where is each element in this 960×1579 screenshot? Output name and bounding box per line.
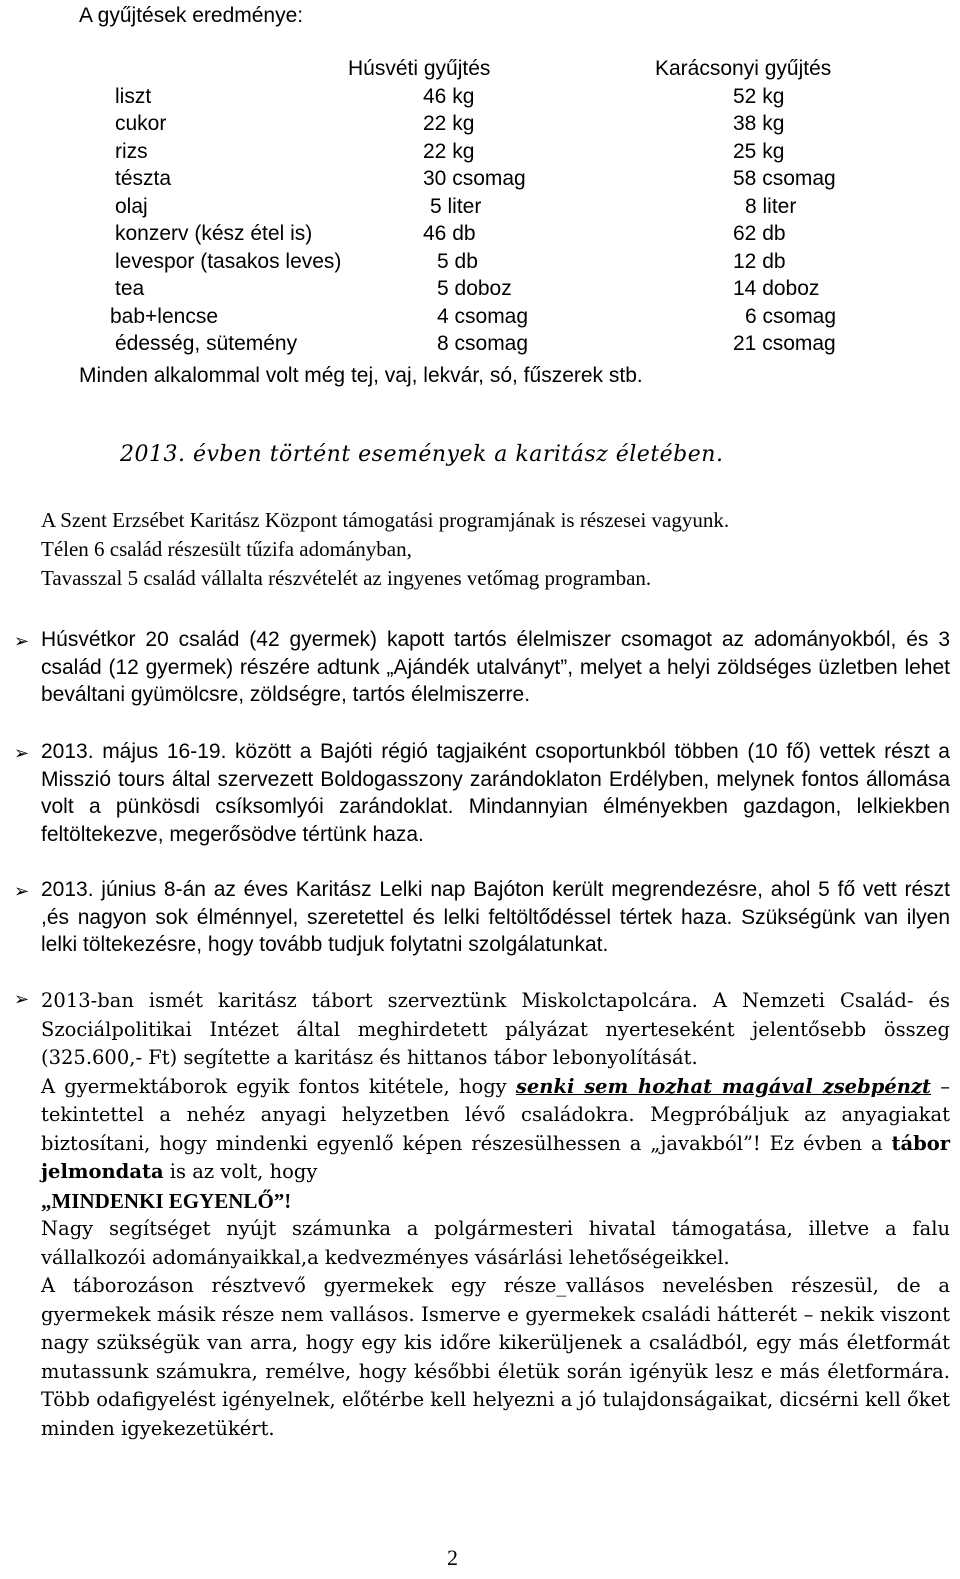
camp-paragraph: A táborozáson résztvevő gyermekek egy része_vallásos nevelésben részesül, de a gyermekek másik része nem vallásos. Ismerve e gyermekek családi hátterét – nekik viszont nagy szükségük van arra, hogy egy kis időre kikerüljenek a családból, egy más életformát mutassunk számukra, remélve, hogy későbbi életük során igényük lesz e más életformára. Több odafigyelést igényelnek, előtérbe kell helyezni a jó tulajdonságaikat, dicsérni kell őket minden igyekezetükért. xyxy=(41,1274,950,1440)
item-name: édesség, sütemény xyxy=(115,332,298,355)
table-row xyxy=(0,83,960,111)
page-number: 2 xyxy=(447,1545,458,1570)
camp-motto: „MINDENKI EGYENLŐ”! xyxy=(41,1188,292,1213)
christmas-amount: 62 db xyxy=(733,222,786,245)
intro-line: A Szent Erzsébet Karitász Központ támogatási programjának is részesei vagyunk. xyxy=(41,508,730,532)
item-name: bab+lencse xyxy=(110,304,219,328)
easter-amount: 5 doboz xyxy=(437,277,512,300)
easter-amount: 30 csomag xyxy=(423,167,526,190)
item-name: tészta xyxy=(115,167,172,190)
bullet-text-camp xyxy=(41,987,950,1443)
item-name: tea xyxy=(115,277,145,300)
bullet-text-pilgrimage: 2013. május 16-19. között a Bajóti régió tagjaiként csoportunkból többen (10 fő) vettek részt a Misszió tours által szervezett Boldogasszony zarándoklaton Erdélyben, melynek fontos állomása volt a pünkösdi csíksomlyói zarándoklat. Mindannyian élményekben gazdagon, lelkiekben feltöltekezve, megerősödve tértünk haza. xyxy=(41,740,950,846)
bullet-text-easter: Húsvétkor 20 család (42 gyermek) kapott tartós élelmiszer csomagot az adományokból, és 3 család (12 gyermek) részére adtunk „Ajándék utalványt”, melyet a helyi zöldséges üzletben lehet beváltani gyümölcsre, zöldségre, tartós élelmiszerre. xyxy=(41,628,950,706)
easter-amount: 46 db xyxy=(423,222,476,245)
easter-amount: 46 kg xyxy=(423,84,475,108)
rules-text: is az volt, hogy xyxy=(163,1160,318,1183)
item-name: levespor (tasakos leves) xyxy=(115,249,342,273)
collections-note: Minden alkalommal volt még tej, vaj, lekvár, só, fűszerek stb. xyxy=(79,364,643,387)
camp-paragraph-rules xyxy=(41,1073,950,1187)
table-row xyxy=(0,193,960,221)
easter-amount: 5 liter xyxy=(430,194,482,218)
collections-table xyxy=(0,55,960,358)
item-name: olaj xyxy=(115,194,148,218)
table-row xyxy=(0,330,960,358)
christmas-amount: 25 kg xyxy=(733,139,785,163)
rules-text: A gyermektáborok egyik fontos kitétele, hogy xyxy=(41,1074,516,1098)
arrow-bullet-icon: ➢ xyxy=(14,743,30,764)
column-header-easter: Húsvéti gyűjtés xyxy=(348,57,491,80)
table-row xyxy=(0,165,960,193)
christmas-amount: 14 doboz xyxy=(733,277,820,300)
table-row xyxy=(0,110,960,138)
motto-label: tábor jelmondata xyxy=(41,1131,950,1183)
christmas-amount: 38 kg xyxy=(733,112,785,135)
column-header-christmas: Karácsonyi gyűjtés xyxy=(655,57,832,80)
rules-emphasis: senki sem hozhat magával zsebpénzt xyxy=(515,1074,932,1098)
christmas-amount: 8 liter xyxy=(745,194,797,218)
bullet-text-spiritual-day: 2013. június 8-án az éves Karitász Lelki nap Bajóton került megrendezésre, ahol 5 fő vett részt ,és nagyon sok élménnyel, szeretettel és lelki feltöltődéssel tértek haza. Szükségünk van ilyen lelki töltekezésre, hogy tovább tudjuk folytatni szolgálatunkat. xyxy=(41,878,950,956)
table-row xyxy=(0,275,960,303)
item-name: liszt xyxy=(115,84,152,108)
table-row xyxy=(0,220,960,248)
intro-line: Télen 6 család részesült tűzifa adományban, xyxy=(41,537,412,561)
intro-paragraph xyxy=(41,506,729,593)
camp-paragraph: Nagy segítséget nyújt számunka a polgármesteri hivatal támogatása, illetve a falu vállalkozói adományaikkal,a kedvezményes vásárlási lehetőségeikkel. xyxy=(41,1217,950,1269)
easter-amount: 4 csomag xyxy=(437,304,529,328)
christmas-amount: 58 csomag xyxy=(733,167,836,190)
arrow-bullet-icon: ➢ xyxy=(14,881,30,902)
item-name: cukor xyxy=(115,112,167,135)
rules-text: – tekintettel a nehéz anyagi helyzetben lévő családokra. Megpróbáljuk az anyagiakat biztosítani, hogy mindenki egyenlő képen részesülhessen a „javakból”! Ez évben a xyxy=(41,1074,950,1155)
table-row xyxy=(0,248,960,276)
item-name: konzerv (kész étel is) xyxy=(115,222,313,245)
table-header-row xyxy=(0,55,960,83)
easter-amount: 22 kg xyxy=(423,139,475,163)
section-title: 2013. évben történt események a karitász életében. xyxy=(120,442,724,467)
easter-amount: 8 csomag xyxy=(437,332,529,355)
item-name: rizs xyxy=(115,139,148,163)
christmas-amount: 21 csomag xyxy=(733,332,836,355)
arrow-bullet-icon: ➢ xyxy=(14,989,30,1010)
table-row xyxy=(0,303,960,331)
easter-amount: 5 db xyxy=(437,249,478,273)
arrow-bullet-icon: ➢ xyxy=(14,631,30,652)
christmas-amount: 12 db xyxy=(733,249,786,273)
christmas-amount: 6 csomag xyxy=(745,304,837,328)
table-row xyxy=(0,138,960,166)
intro-line: Tavasszal 5 család vállalta részvételét az ingyenes vetőmag programban. xyxy=(41,566,652,590)
christmas-amount: 52 kg xyxy=(733,84,785,108)
camp-paragraph: 2013-ban ismét karitász tábort szerveztünk Miskolctapolcára. A Nemzeti Család- és Szociálpolitikai Intézet által meghirdetett pályázat nyerteseként jelentősebb összeg (325.600,- Ft) segítette a karitász és hittanos tábor lebonyolítását. xyxy=(41,989,950,1069)
easter-amount: 22 kg xyxy=(423,112,475,135)
collections-heading: A gyűjtések eredménye: xyxy=(79,4,304,27)
